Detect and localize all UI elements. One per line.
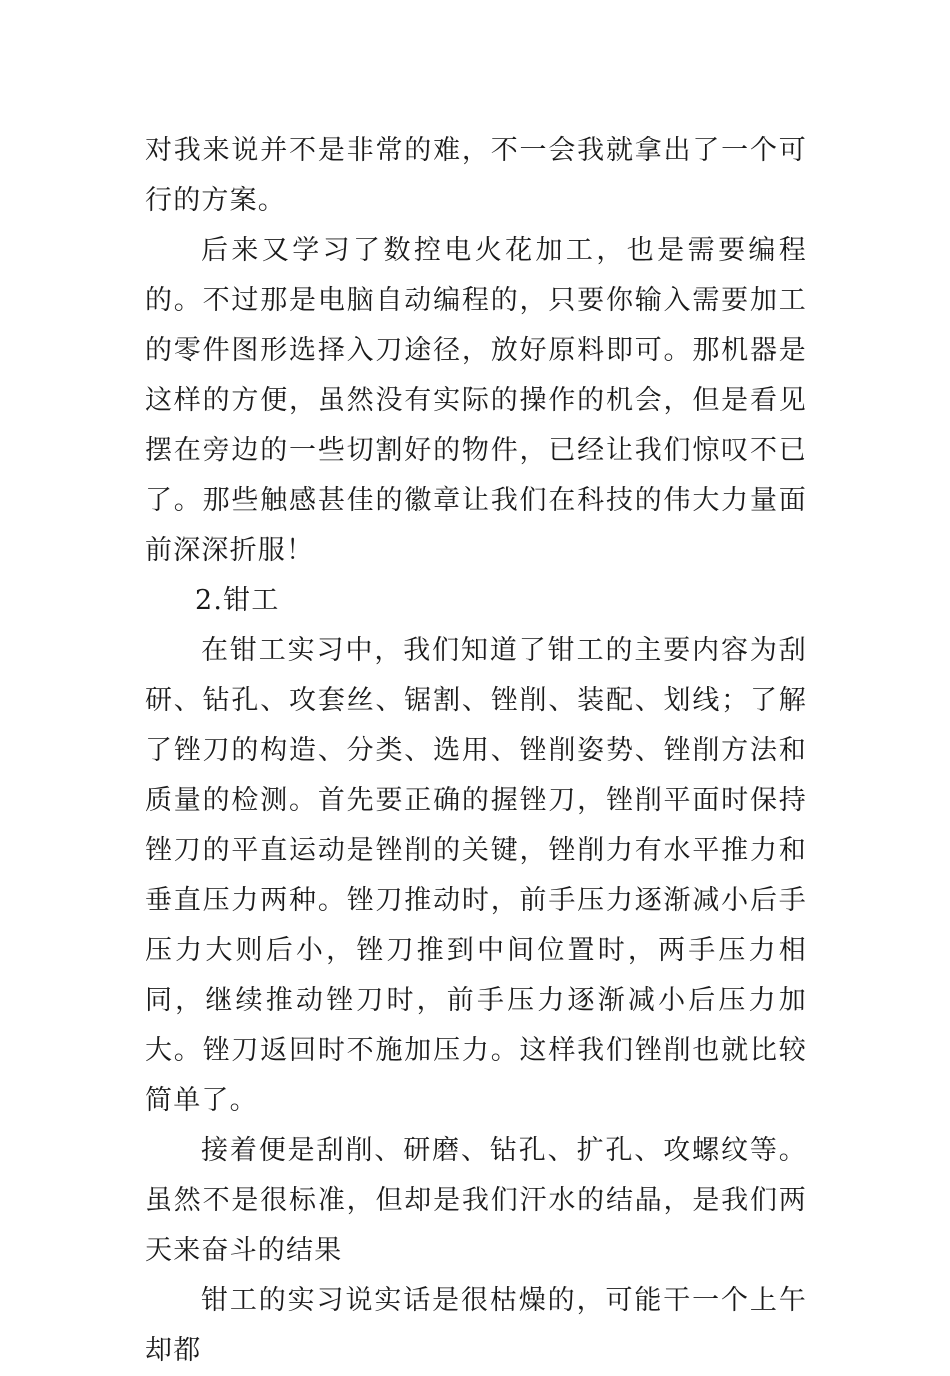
paragraph-edm-machining: 后来又学习了数控电火花加工，也是需要编程的。不过那是电脑自动编程的，只要你输入需要加工的零件图形选择入刀途径，放好原料即可。那机器是这样的方便，虽然没有实际的操作的机会，但是看见摆在旁边的一些切割好的物件，已经让我们惊叹不已了。那些触感甚佳的徽章让我们在科技的伟大力量面前深深折服！ <box>145 235 807 566</box>
paragraph-fitter-reflection: 钳工的实习说实话是很枯燥的，可能干一个上午却都 <box>145 1285 807 1366</box>
paragraph-fitter-intro: 在钳工实习中，我们知道了钳工的主要内容为刮研、钻孔、攻套丝、锯割、锉削、装配、划线；了解了锉刀的构造、分类、选用、锉削姿势、锉削方法和质量的检测。首先要正确的握锉刀，锉削平面时保持锉刀的平直运动是锉削的关键，锉削力有水平推力和垂直压力两种。锉刀推动时，前手压力逐渐减小后手压力大则后小，锉刀推到中间位置时，两手压力相同，继续推动锉刀时，前手压力逐渐减小后压力加大。锉刀返回时不施加压力。这样我们锉削也就比较简单了。 <box>145 635 807 1116</box>
paragraph-fitter-results: 接着便是刮削、研磨、钻孔、扩孔、攻螺纹等。虽然不是很标准，但却是我们汗水的结晶，是我们两天来奋斗的结果 <box>145 1135 807 1266</box>
section-heading-fitter: 2.钳工 <box>195 585 280 616</box>
document-body <box>145 126 807 1376</box>
paragraph-continuation: 对我来说并不是非常的难，不一会我就拿出了一个可行的方案。 <box>145 135 807 216</box>
